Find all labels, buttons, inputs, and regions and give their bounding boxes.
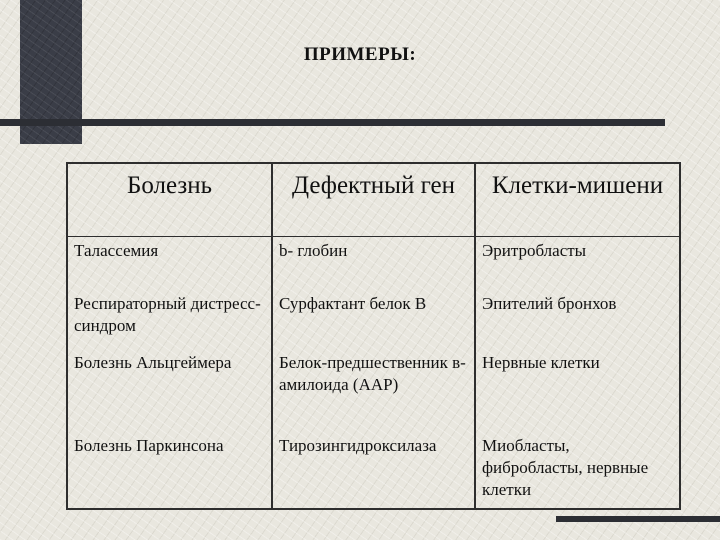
examples-table [66, 162, 681, 510]
cell-disease: Болезнь Альцгеймера [67, 349, 272, 432]
cell-gene: b- глобин [272, 237, 475, 291]
table-row [67, 349, 680, 432]
examples-table-container [66, 162, 681, 510]
table-header-row [67, 163, 680, 237]
cell-target-cells: Нервные клетки [475, 349, 680, 432]
cell-target-cells: Эритробласты [475, 237, 680, 291]
cell-disease: Респираторный дистресс-синдром [67, 290, 272, 349]
cell-disease: Болезнь Паркинсона [67, 432, 272, 509]
header-disease: Болезнь [67, 163, 272, 237]
cell-target-cells: Миобласты, фибробласты, нервные клетки [475, 432, 680, 509]
table-row [67, 237, 680, 291]
table-row [67, 290, 680, 349]
cell-gene: Белок-предшественник в-амилоида (ААР) [272, 349, 475, 432]
decorative-bottom-bar [556, 516, 720, 522]
cell-gene: Тирозингидроксилаза [272, 432, 475, 509]
header-defective-gene: Дефектный ген [272, 163, 475, 237]
cell-disease: Талассемия [67, 237, 272, 291]
cell-target-cells: Эпителий бронхов [475, 290, 680, 349]
table-row [67, 432, 680, 509]
page-title: ПРИМЕРЫ: [303, 44, 417, 65]
cell-gene: Сурфактант белок В [272, 290, 475, 349]
header-target-cells: Клетки-мишени [475, 163, 680, 237]
decorative-top-bar [0, 119, 665, 126]
